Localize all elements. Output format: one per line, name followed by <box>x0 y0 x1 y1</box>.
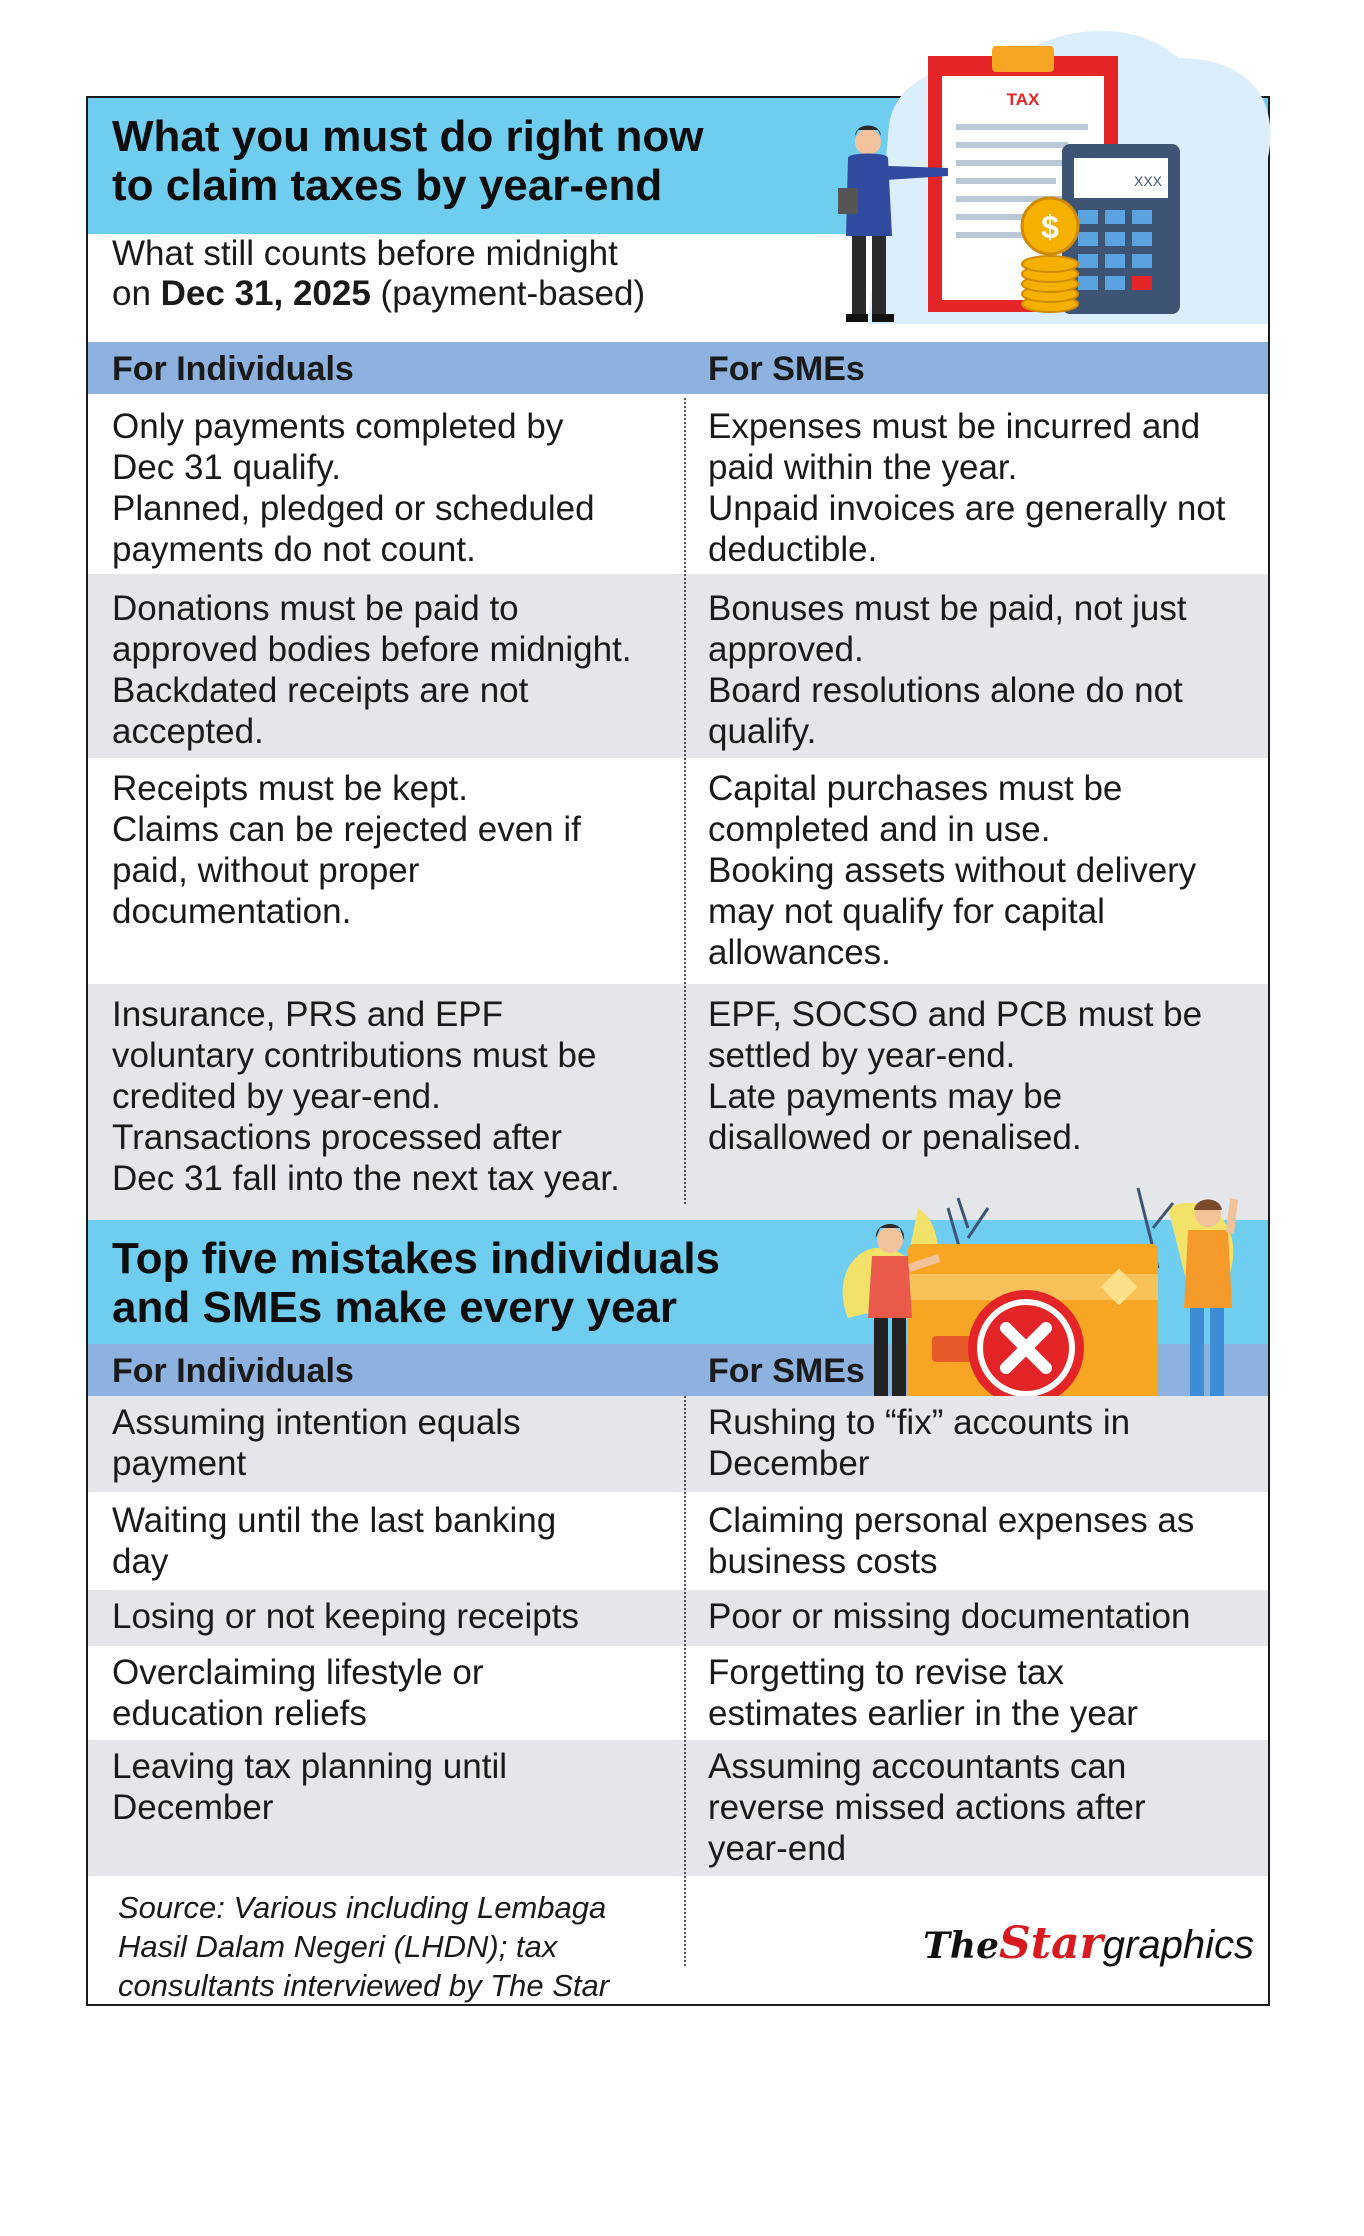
cell-individuals <box>112 588 632 752</box>
text-line: Late payments may be <box>708 1077 1063 1116</box>
text-line: Only payments completed by <box>112 407 564 446</box>
section1-title-line1: What you must do right now <box>112 112 704 161</box>
section1-title-line2: to claim taxes by year-end <box>112 161 663 210</box>
logo-star: Star <box>999 1918 1103 1969</box>
section2-title <box>112 1234 720 1332</box>
text-line: approved. <box>708 630 864 669</box>
cell-individuals <box>112 1746 507 1828</box>
text-line: Leaving tax planning until <box>112 1747 508 1786</box>
text-line: reverse missed actions after <box>708 1788 1146 1827</box>
text-line: qualify. <box>708 712 817 751</box>
text-line: Assuming intention equals <box>112 1403 521 1442</box>
text-line: December <box>112 1788 274 1827</box>
logo-graphics: graphics <box>1102 1923 1254 1967</box>
text-line: documentation. <box>112 892 352 931</box>
table-row <box>88 574 1268 758</box>
logo-the: The <box>923 1925 999 1967</box>
text-line: approved bodies before midnight. <box>112 630 632 669</box>
cell-smes <box>708 1652 1138 1734</box>
section1-column-headers <box>88 342 1268 394</box>
text-line: estimates earlier in the year <box>708 1694 1138 1733</box>
cell-smes <box>708 768 1196 973</box>
text-line: payments do not count. <box>112 530 476 569</box>
cell-individuals <box>112 1402 521 1484</box>
text-line: Capital purchases must be <box>708 769 1123 808</box>
section1-subtitle <box>112 234 645 314</box>
subtitle-prefix: on <box>112 274 161 313</box>
subtitle-date: Dec 31, 2025 <box>160 274 371 313</box>
cell-smes <box>708 1402 1130 1484</box>
column-divider <box>684 398 686 1204</box>
text-line: Planned, pledged or scheduled <box>112 489 595 528</box>
text-line: Overclaiming lifestyle or <box>112 1653 484 1692</box>
section2-title-line1: Top five mistakes individuals <box>112 1234 721 1283</box>
text-line: Booking assets without delivery <box>708 851 1197 890</box>
text-line: business costs <box>708 1542 938 1581</box>
column-divider <box>684 1396 686 1966</box>
table-row <box>88 1590 1268 1646</box>
source-line: Source: Various including Lembaga <box>118 1890 607 1925</box>
text-line: Donations must be paid to <box>112 589 519 628</box>
text-line: Unpaid invoices are generally not <box>708 489 1226 528</box>
cell-smes <box>708 406 1226 570</box>
subtitle-suffix: (payment-based) <box>370 274 646 313</box>
text-line: Board resolutions alone do not <box>708 671 1183 710</box>
text-line: day <box>112 1542 169 1581</box>
table-row <box>88 1396 1268 1492</box>
source-line: Hasil Dalam Negeri (LHDN); tax <box>118 1929 558 1964</box>
text-line: Receipts must be kept. <box>112 769 468 808</box>
text-line: completed and in use. <box>708 810 1051 849</box>
text-line: credited by year-end. <box>112 1077 441 1116</box>
header-individuals: For Individuals <box>112 350 354 388</box>
table-row <box>88 394 1268 574</box>
text-line: disallowed or penalised. <box>708 1118 1082 1157</box>
section1-title <box>112 112 704 210</box>
source-line: consultants interviewed by The Star <box>118 1968 610 2003</box>
dollar-sign: $ <box>1041 209 1059 245</box>
table-row <box>88 758 1268 984</box>
text-line: education reliefs <box>112 1694 367 1733</box>
text-line: Forgetting to revise tax <box>708 1653 1064 1692</box>
header-smes: For SMEs <box>708 1352 865 1390</box>
text-line: paid within the year. <box>708 448 1018 487</box>
table-row <box>88 1492 1268 1590</box>
text-line: may not qualify for capital <box>708 892 1105 931</box>
thestar-graphics-logo <box>923 1918 1254 1969</box>
text-line: Expenses must be incurred and <box>708 407 1201 446</box>
calculator-display: XXX <box>1133 173 1162 189</box>
clipboard-tax-label: TAX <box>1006 90 1040 109</box>
text-line: paid, without proper <box>112 851 420 890</box>
text-line: Dec 31 qualify. <box>112 448 341 487</box>
text-line: Waiting until the last banking <box>112 1501 557 1540</box>
table-row <box>88 1646 1268 1740</box>
text-line: accepted. <box>112 712 264 751</box>
text-line: Rushing to “fix” accounts in <box>708 1403 1131 1442</box>
cell-smes <box>708 1746 1146 1869</box>
header-individuals: For Individuals <box>112 1352 354 1390</box>
text-line: allowances. <box>708 933 891 972</box>
infographic-card <box>86 90 1270 2006</box>
text-line: settled by year-end. <box>708 1036 1016 1075</box>
text-line: Transactions processed after <box>112 1118 563 1157</box>
cell-individuals <box>112 1500 556 1582</box>
text-line: Backdated receipts are not <box>112 671 529 710</box>
text-line: December <box>708 1444 870 1483</box>
source-note <box>118 1888 609 2005</box>
cell-smes <box>708 1500 1194 1582</box>
text-line: payment <box>112 1444 247 1483</box>
text-line: Losing or not keeping receipts <box>112 1597 579 1636</box>
text-line: year-end <box>708 1829 847 1868</box>
cell-individuals <box>112 1652 484 1734</box>
table-row <box>88 1740 1268 1876</box>
text-line: voluntary contributions must be <box>112 1036 597 1075</box>
text-line: Dec 31 fall into the next tax year. <box>112 1159 620 1198</box>
text-line: deductible. <box>708 530 878 569</box>
text-line: Bonuses must be paid, not just <box>708 589 1187 628</box>
text-line: Insurance, PRS and EPF <box>112 995 504 1034</box>
text-line: Poor or missing documentation <box>708 1597 1191 1636</box>
text-line: EPF, SOCSO and PCB must be <box>708 995 1203 1034</box>
tax-clipboard-illustration <box>828 18 1284 324</box>
cell-individuals <box>112 406 595 570</box>
section2-title-line2: and SMEs make every year <box>112 1283 678 1332</box>
cell-smes <box>708 588 1187 752</box>
clipboard-clip <box>992 46 1054 72</box>
cell-smes <box>708 994 1202 1158</box>
cell-individuals <box>112 994 620 1199</box>
text-line: Claiming personal expenses as <box>708 1501 1195 1540</box>
cell-smes <box>708 1596 1190 1637</box>
cell-individuals <box>112 768 581 932</box>
subtitle-line1: What still counts before midnight <box>112 234 618 273</box>
header-smes: For SMEs <box>708 350 865 388</box>
cell-individuals <box>112 1596 579 1637</box>
text-line: Claims can be rejected even if <box>112 810 581 849</box>
text-line: Assuming accountants can <box>708 1747 1127 1786</box>
